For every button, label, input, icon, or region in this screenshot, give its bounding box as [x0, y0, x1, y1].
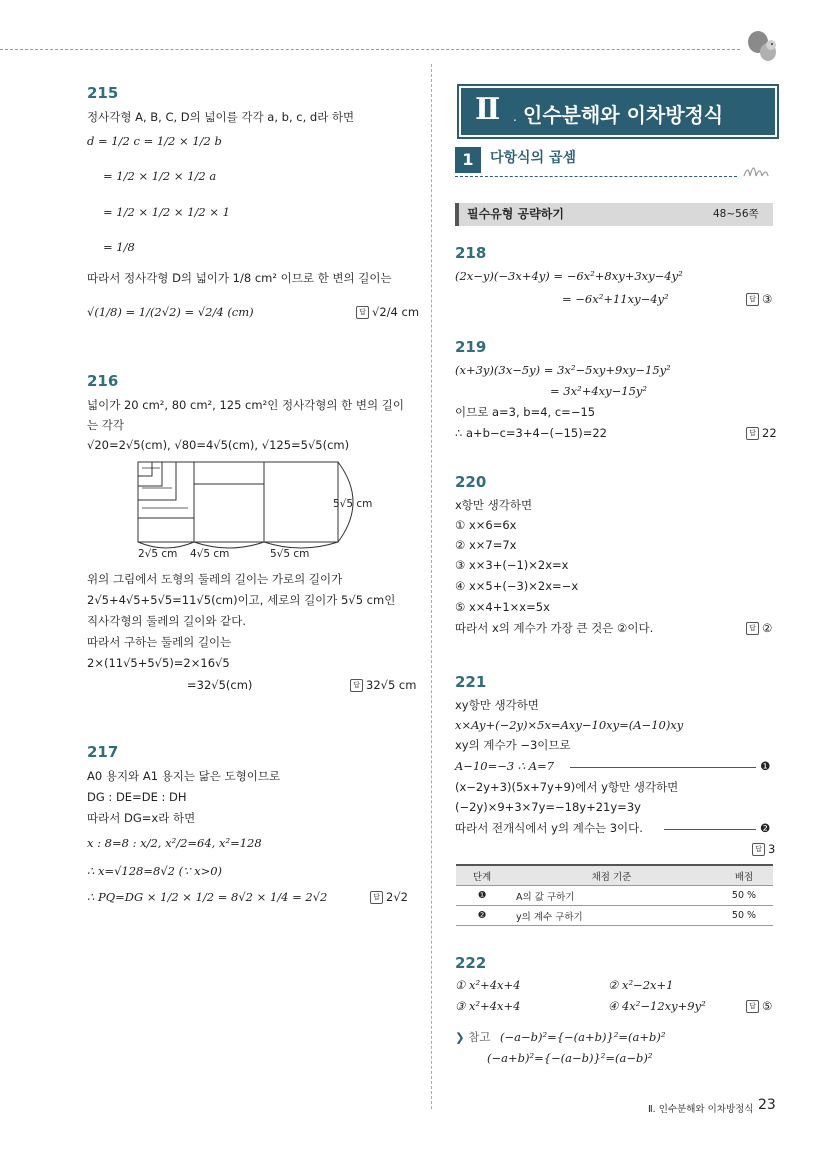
note-label: ❯ 참고 — [455, 1030, 491, 1044]
grass-icon — [740, 158, 772, 178]
math-line: x : 8=8 : x/2, x²/2=64, x²=128 — [87, 836, 262, 850]
answer-badge: 답 √2/4 cm — [356, 305, 419, 319]
text-line: 따라서 x의 계수가 가장 큰 것은 ②이다. — [455, 621, 654, 635]
table-header: 채점 기준 — [508, 865, 715, 886]
note-line: (−a−b)²={−(a+b)}²=(a+b)² — [500, 1030, 666, 1044]
problem-number: 220 — [455, 473, 487, 491]
table-header-row — [456, 865, 773, 886]
chapter-banner — [459, 86, 777, 137]
answer-icon: 답 — [746, 1000, 759, 1013]
section-rule — [455, 176, 737, 177]
step-marker: ❷ — [760, 821, 771, 835]
math-line: A−10=−3 ∴ A=7 — [455, 759, 555, 773]
header-rule — [0, 49, 740, 50]
text-line: xy의 계수가 −3이므로 — [455, 738, 571, 752]
table-header: 배점 — [715, 865, 773, 886]
answer-badge: 답 ③ — [746, 292, 772, 306]
math-line: DG : DE=DE : DH — [87, 790, 187, 804]
answer-badge: 답 32√5 cm — [350, 678, 416, 692]
text-line: 위의 그림에서 도형의 둘레의 길이는 가로의 길이가 — [87, 572, 343, 586]
option: ④ 4x²−12xy+9y² — [608, 999, 706, 1013]
chapter-dot: . — [513, 110, 517, 124]
subsection-pages: 48~56쪽 — [713, 208, 759, 220]
math-line: (x−2y+3)(5x+7y+9)에서 y항만 생각하면 — [455, 780, 679, 794]
math-line: d = 1/2 c = 1/2 × 1/2 b — [87, 134, 222, 148]
problem-number: 215 — [87, 84, 119, 102]
figure-label: 2√5 cm — [138, 548, 178, 560]
text-line: A0 용지와 A1 용지는 닮은 도형이므로 — [87, 769, 281, 783]
option: ③ x²+4x+4 — [455, 999, 521, 1013]
table-cell: 50 % — [715, 886, 773, 906]
math-line: 2×(11√5+5√5)=2×16√5 — [87, 656, 230, 670]
answer-icon: 답 — [356, 306, 369, 319]
column-divider — [431, 64, 432, 1109]
table-cell: A의 값 구하기 — [508, 886, 715, 906]
text-line: 따라서 전개식에서 y의 계수는 3이다. — [455, 821, 643, 835]
figure-label: 4√5 cm — [190, 548, 230, 560]
math-line: =32√5(cm) — [187, 678, 253, 692]
math-line: = 1/8 — [103, 240, 135, 254]
math-line: ① x×6=6x — [455, 518, 517, 532]
section-title: 다항식의 곱셈 — [490, 150, 577, 166]
answer-icon: 답 — [746, 427, 759, 440]
math-line: (2x−y)(−3x+4y) = −6x²+8xy+3xy−4y² — [455, 269, 683, 283]
answer-badge: 답 2√2 — [370, 890, 408, 904]
text-line: 따라서 정사각형 D의 넓이가 1/8 cm² 이므로 한 변의 길이는 — [87, 271, 392, 285]
table-cell: y의 계수 구하기 — [508, 906, 715, 926]
text-line: 따라서 DG=x라 하면 — [87, 811, 196, 825]
text-line: 직사각형의 둘레의 길이와 같다. — [87, 614, 247, 628]
math-line: (−2y)×9+3×7y=−18y+21y=3y — [455, 800, 641, 814]
math-line: ∴ x=√128=8√2 (∵ x>0) — [87, 864, 223, 878]
table-header: 단계 — [456, 865, 508, 886]
arrow-icon: ❯ — [455, 1030, 465, 1044]
math-line: x×Ay+(−2y)×5x=Axy−10xy=(A−10)xy — [455, 718, 684, 732]
option: ① x²+4x+4 — [455, 978, 521, 992]
figure-label: 5√5 cm — [270, 548, 310, 560]
table-row — [456, 906, 773, 926]
problem-number: 219 — [455, 338, 487, 356]
note-line: (−a+b)²={−(a−b)}²=(a−b)² — [487, 1051, 653, 1065]
text-line: 정사각형 A, B, C, D의 넓이를 각각 a, b, c, d라 하면 — [87, 110, 355, 124]
answer-icon: 답 — [746, 293, 759, 306]
problem-number: 216 — [87, 372, 119, 390]
text-line: 이므로 a=3, b=4, c=−15 — [455, 405, 596, 419]
text-line: 는 각각 — [87, 418, 124, 432]
math-line: √(1/8) = 1/(2√2) = √2/4 (cm) — [87, 305, 254, 319]
squirrel-icon — [744, 30, 780, 66]
text-line: 넓이가 20 cm², 80 cm², 125 cm²인 정사각형의 한 변의 길이 — [87, 398, 405, 412]
table-cell: ❷ — [456, 906, 508, 926]
answer-icon: 답 — [350, 679, 363, 692]
page-number: 23 — [758, 1097, 776, 1113]
step-rule — [570, 767, 756, 768]
math-line: ③ x×3+(−1)×2x=x — [455, 558, 569, 572]
math-line: (x+3y)(3x−5y) = 3x²−5xy+9xy−15y² — [455, 363, 671, 377]
math-line: ⑤ x×4+1×x=5x — [455, 600, 550, 614]
answer-badge: 답 22 — [746, 426, 777, 440]
table-cell: 50 % — [715, 906, 773, 926]
text-line: xy항만 생각하면 — [455, 698, 539, 712]
answer-icon: 답 — [746, 622, 759, 635]
step-marker: ❶ — [760, 759, 771, 773]
math-line: = 1/2 × 1/2 × 1/2 a — [103, 169, 217, 183]
answer-badge: 답 ② — [746, 621, 772, 635]
math-line: ② x×7=7x — [455, 538, 517, 552]
problem-number: 218 — [455, 244, 487, 262]
math-line: √20=2√5(cm), √80=4√5(cm), √125=5√5(cm) — [87, 438, 350, 452]
math-line: ④ x×5+(−3)×2x=−x — [455, 579, 579, 593]
step-rule — [664, 829, 756, 830]
option: ② x²−2x+1 — [608, 978, 674, 992]
math-line: ∴ a+b−c=3+4−(−15)=22 — [455, 426, 607, 440]
figure-label: 5√5 cm — [333, 498, 373, 510]
math-line: = 3x²+4xy−15y² — [550, 384, 648, 398]
chapter-numeral: Ⅱ — [475, 92, 501, 127]
problem-number: 221 — [455, 673, 487, 691]
text-line: x항만 생각하면 — [455, 498, 533, 512]
text-line: 따라서 구하는 둘레의 길이는 — [87, 635, 232, 649]
answer-badge: 답 3 — [752, 842, 775, 856]
problem-number: 222 — [455, 954, 487, 972]
subsection-bar — [455, 203, 773, 226]
footer-text: Ⅱ. 인수분해와 이차방정식 — [648, 1104, 754, 1115]
section-number: 1 — [455, 147, 481, 173]
table-row — [456, 886, 773, 906]
scoring-table — [456, 864, 773, 926]
text-line: 2√5+4√5+5√5=11√5(cm)이고, 세로의 길이가 5√5 cm인 — [87, 593, 396, 607]
problem-number: 217 — [87, 743, 119, 761]
answer-icon: 답 — [752, 843, 765, 856]
table-cell: ❶ — [456, 886, 508, 906]
math-line: = −6x²+11xy−4y² — [562, 292, 669, 306]
answer-icon: 답 — [370, 891, 383, 904]
chapter-title: 인수분해와 이차방정식 — [523, 103, 724, 127]
math-line: = 1/2 × 1/2 × 1/2 × 1 — [103, 205, 230, 219]
math-line: ∴ PQ=DG × 1/2 × 1/2 = 8√2 × 1/4 = 2√2 — [87, 890, 328, 904]
subsection-title: 필수유형 공략하기 — [467, 207, 564, 221]
answer-badge: 답 ⑤ — [746, 999, 772, 1013]
